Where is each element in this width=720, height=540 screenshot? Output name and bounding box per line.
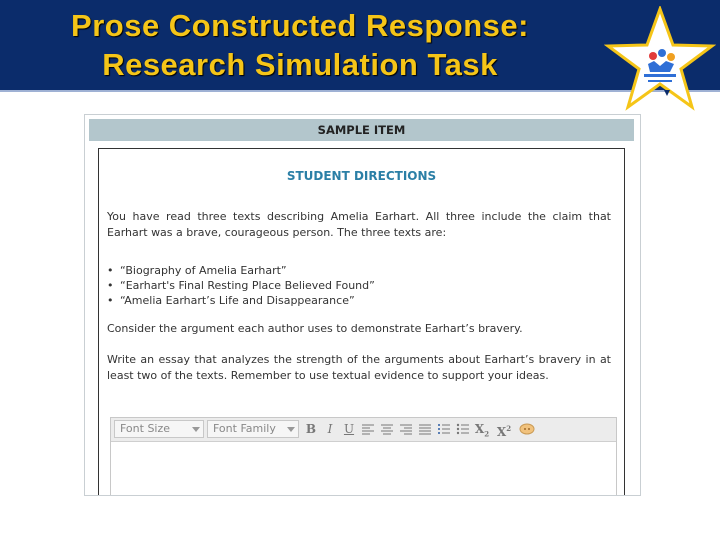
header-banner: [0, 0, 720, 92]
italic-icon[interactable]: I: [327, 422, 333, 436]
superscript-icon[interactable]: $X^2$: [496, 424, 512, 439]
underline-icon[interactable]: U: [343, 422, 355, 436]
chevron-down-icon: [287, 427, 295, 432]
title-line-2: Research Simulation Task: [102, 47, 498, 82]
item-content-box: [98, 148, 625, 496]
align-left-icon[interactable]: [360, 421, 376, 437]
title-line-1: Prose Constructed Response:: [71, 8, 529, 43]
text-title: “Earhart's Final Resting Place Believed Found”: [120, 279, 375, 292]
list-item: [107, 278, 375, 293]
sample-item-label: SAMPLE ITEM: [89, 119, 634, 141]
align-justify-icon[interactable]: [417, 421, 433, 437]
list-item: [107, 263, 375, 278]
spellcheck-icon[interactable]: [519, 421, 535, 437]
font-size-select[interactable]: [114, 420, 204, 438]
list-item: [107, 293, 375, 308]
font-family-label: Font Family: [213, 422, 276, 435]
slide-title: [0, 6, 600, 84]
consider-paragraph: Consider the argument each author uses to demonstrate Earhart’s bravery.: [107, 322, 523, 335]
subscript-icon[interactable]: $X_2$: [474, 422, 490, 439]
text-title: “Biography of Amelia Earhart”: [120, 264, 287, 277]
text-title: “Amelia Earhart’s Life and Disappearance”: [120, 294, 355, 307]
bulleted-list-icon[interactable]: [455, 421, 471, 437]
align-right-icon[interactable]: [398, 421, 414, 437]
bold-icon[interactable]: B: [305, 422, 317, 436]
chevron-down-icon: [192, 427, 200, 432]
intro-paragraph: You have read three texts describing Amelia Earhart. All three include the claim that Earhart was a brave, courageous person. The three texts are:: [107, 210, 611, 239]
student-directions-heading: STUDENT DIRECTIONS: [286, 169, 437, 183]
text-list: [107, 263, 375, 308]
sample-item-panel: [84, 114, 641, 496]
task-paragraph: Write an essay that analyzes the strength of the arguments about Earhart’s bravery in at least two of the texts. Remember to use textual evidence to support your ideas.: [107, 353, 611, 382]
align-center-icon[interactable]: [379, 421, 395, 437]
editor-toolbar: [111, 418, 616, 442]
numbered-list-icon[interactable]: [436, 421, 452, 437]
state-star-logo-icon: [604, 6, 716, 112]
essay-text-area[interactable]: [111, 442, 616, 496]
essay-editor: [110, 417, 617, 496]
font-family-select[interactable]: [207, 420, 299, 438]
subscript-label: X: [474, 422, 485, 436]
superscript-label: X: [496, 425, 507, 439]
font-size-label: Font Size: [120, 422, 171, 435]
